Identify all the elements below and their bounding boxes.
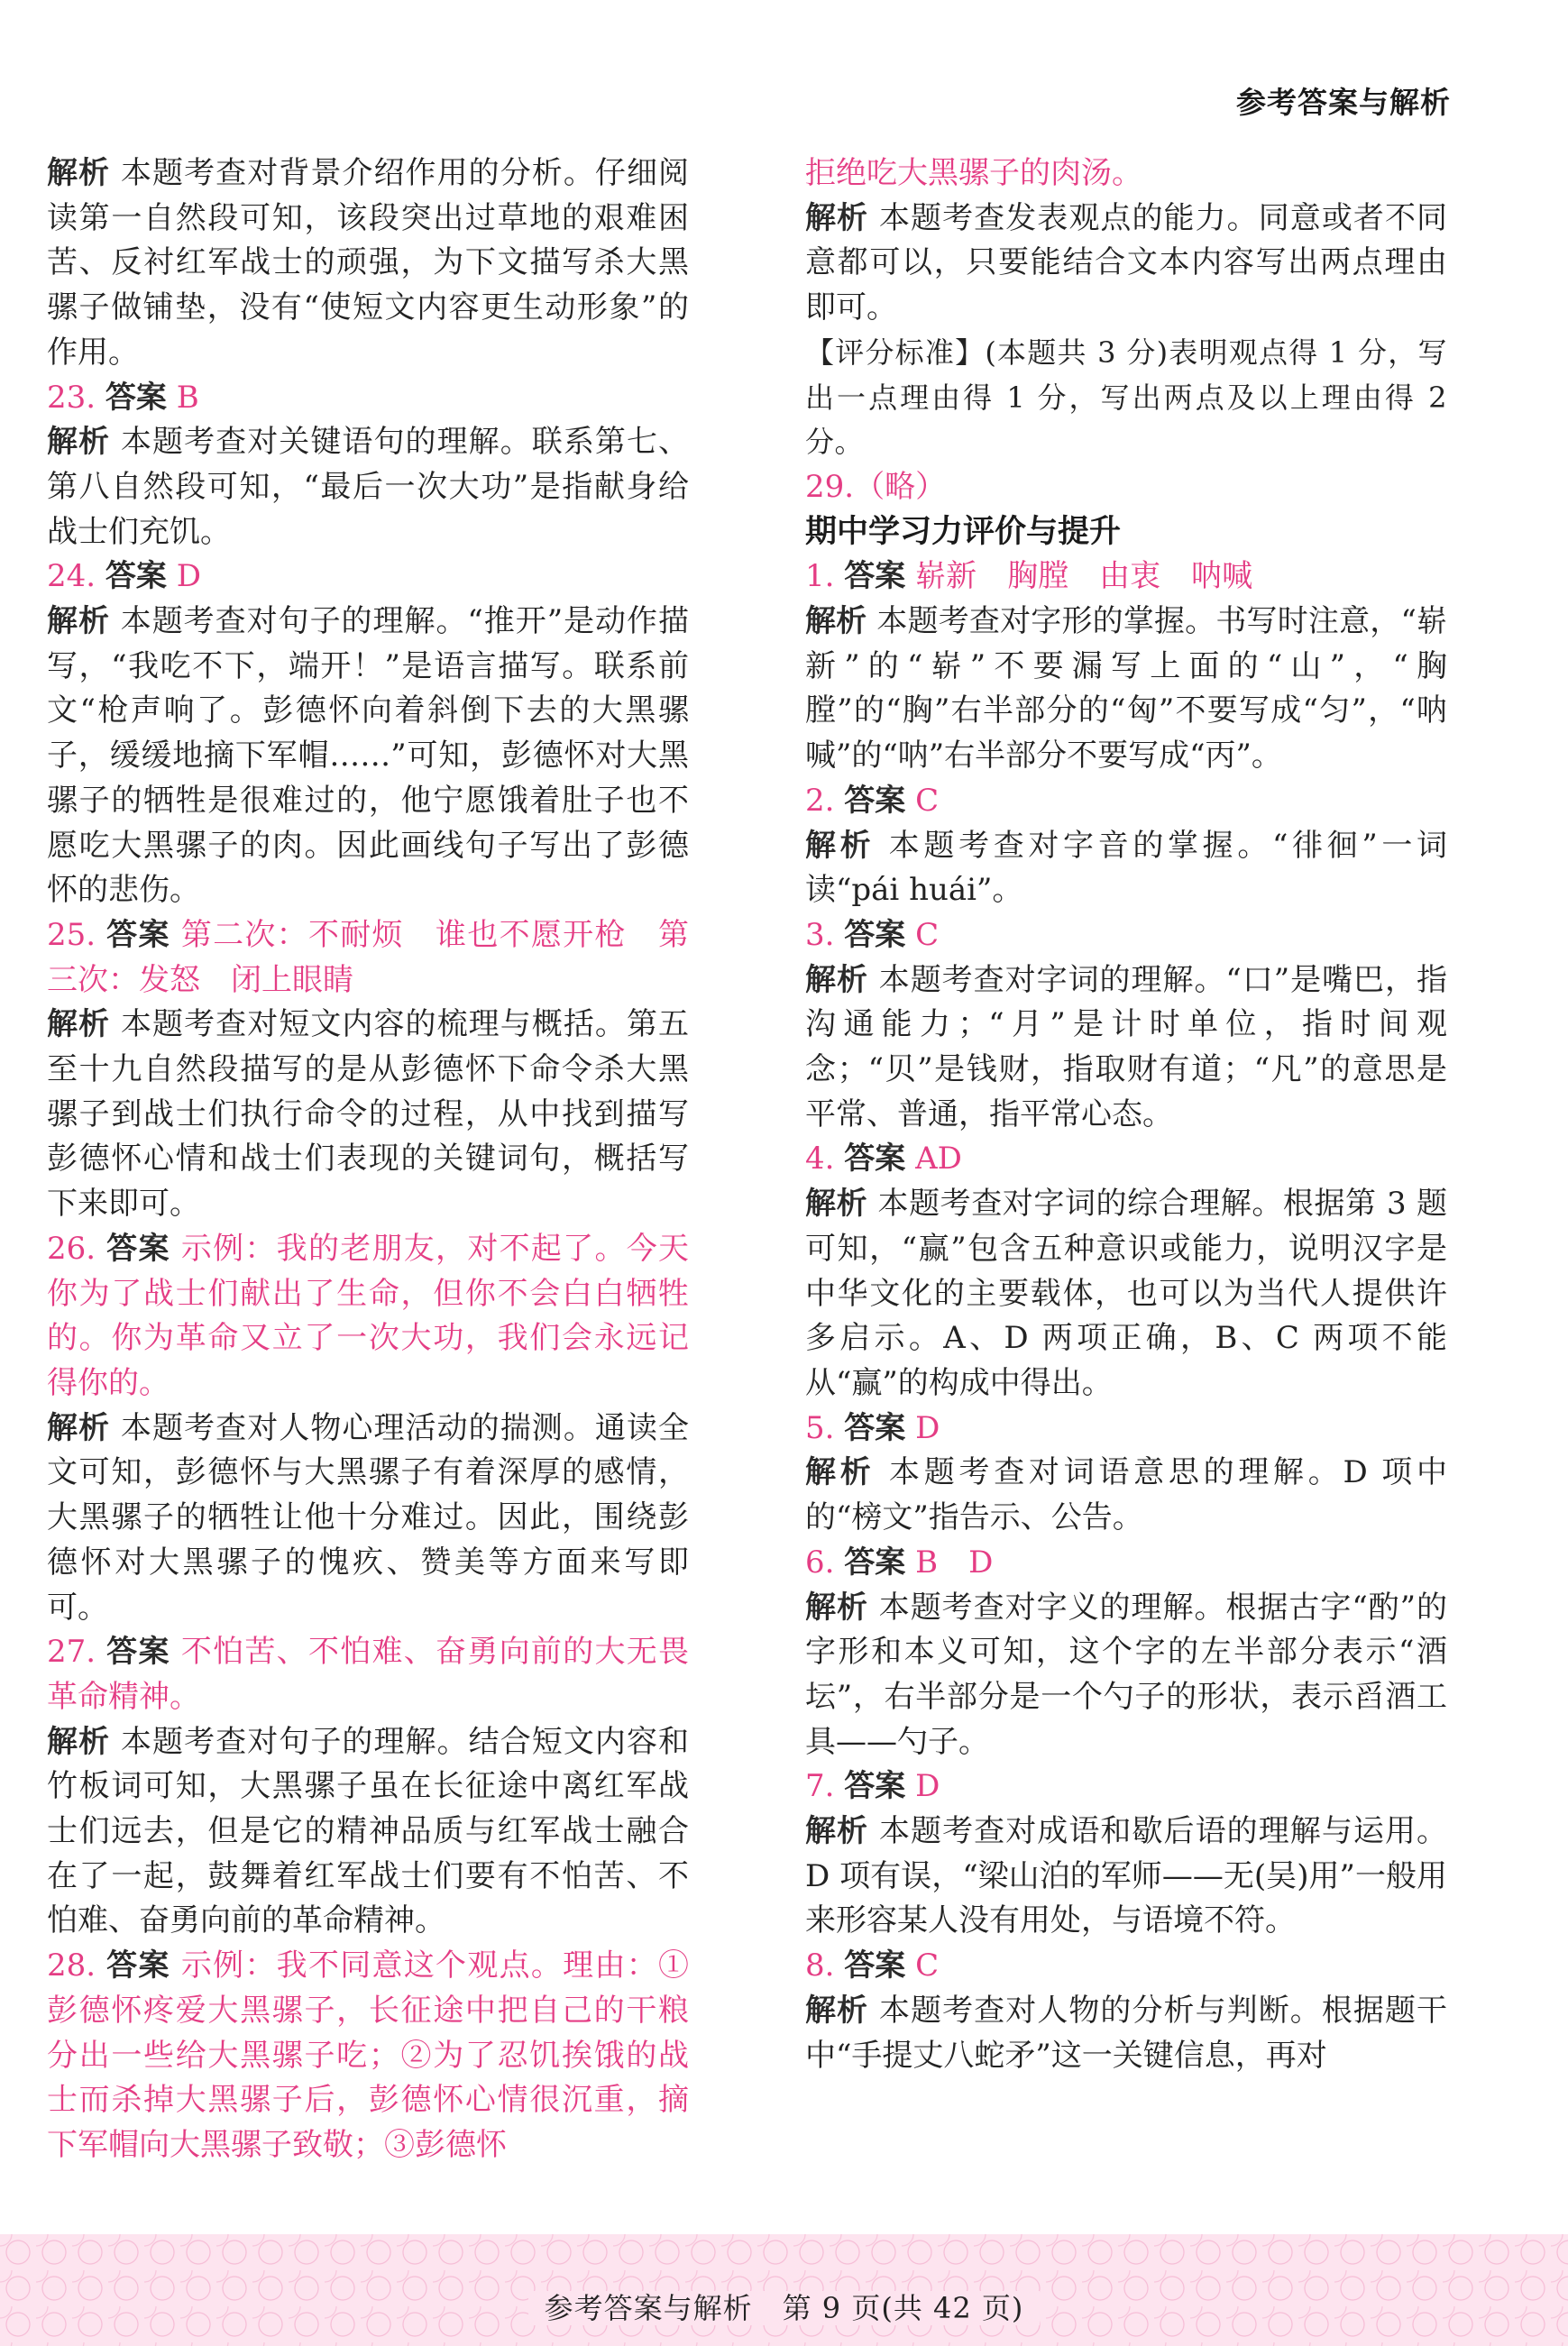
analysis-text: 本题考查对短文内容的梳理与概括。第五至十九自然段描写的是从彭德怀下命令杀大黑骡子到战士们执行命令的过程，从中找到描写彭德怀心情和战士们表现的关键词句，概括写下来即可。: [47, 1006, 690, 1223]
answer-text: B: [176, 379, 199, 416]
analysis-label: 解析: [47, 424, 111, 461]
question-number: 26.: [47, 1230, 96, 1267]
left-column: [47, 151, 689, 2168]
answer-line-2: [805, 779, 1447, 824]
analysis-text: 本题考查对字义的理解。根据古字“酌”的字形和本义可知，这个字的左半部分表示“酒坛”，右半部分是一个勺子的形状，表示舀酒工具——勺子。: [805, 1589, 1448, 1760]
question-number: 25.: [47, 916, 96, 953]
question-number: 1.: [805, 558, 835, 595]
answer-label: 答案: [106, 916, 170, 953]
answer-line-6: [805, 1541, 1447, 1586]
answer-label: 答案: [106, 1634, 170, 1671]
analysis-label: 解析: [805, 199, 869, 236]
analysis-label: 解析: [805, 1454, 876, 1491]
question-number: 8.: [805, 1947, 835, 1984]
analysis-paragraph: [805, 1182, 1447, 1407]
answer-line-1: [805, 554, 1447, 600]
question-number: 6.: [805, 1544, 835, 1581]
analysis-paragraph: [805, 1451, 1447, 1540]
analysis-paragraph: [47, 600, 689, 913]
analysis-paragraph: [805, 1810, 1447, 1944]
answer-text: 崭新 胸膛 由衷 呐喊: [915, 558, 1253, 595]
answer-continuation: 拒绝吃大黑骡子的肉汤。: [805, 155, 1142, 191]
analysis-text: 本题考查对人物的分析与判断。根据题干中“手提丈八蛇矛”这一关键信息，再对: [805, 1992, 1448, 2074]
answer-label: 答案: [105, 558, 167, 595]
analysis-text: 本题考查对字音的掌握。“徘徊”一词读“pái huái”。: [805, 827, 1448, 909]
answer-text: C: [915, 916, 940, 953]
answer-label: 答案: [844, 1768, 906, 1805]
answer-label: 答案: [106, 1230, 170, 1267]
analysis-label: 解析: [805, 1992, 869, 2029]
analysis-text: 本题考查对字词的综合理解。根据第 3 题可知，“赢”包含五种意识或能力，说明汉字是中华文化的主要载体，也可以为当代人提供许多启示。A、D 两项正确，B、C 两项不能从“赢”的构成中得出。: [805, 1186, 1448, 1401]
analysis-label: 解析: [47, 603, 110, 640]
analysis-paragraph: [805, 1989, 1447, 2078]
answer-line-4: [805, 1137, 1447, 1182]
answer-label: 答案: [844, 1409, 906, 1446]
analysis-paragraph: [805, 824, 1447, 913]
analysis-text: 本题考查对成语和歇后语的理解与运用。D 项有误，“梁山泊的军师——无(吴)用”一般用来形容某人没有用处，与语境不符。: [805, 1813, 1448, 1939]
answer-label: 答案: [844, 1141, 906, 1178]
analysis-text: 本题考查发表观点的能力。同意或者不同意都可以，只要能结合文本内容写出两点理由即可。: [805, 199, 1448, 326]
question-number: 4.: [805, 1141, 835, 1178]
page-footer: [0, 2286, 1568, 2327]
question-number: 7.: [805, 1768, 835, 1805]
answer-line-28: [47, 1944, 689, 2168]
answer-text: C: [915, 1947, 940, 1984]
footer-page-info: 参考答案与解析 第 9 页(共 42 页): [528, 2291, 1041, 2325]
answer-label: 答案: [105, 379, 167, 416]
analysis-text: 本题考查对词语意思的理解。D 项中的“榜文”指告示、公告。: [805, 1454, 1448, 1536]
analysis-paragraph: [805, 600, 1447, 779]
answer-label: 答案: [844, 782, 906, 819]
answer-line-5: [805, 1407, 1447, 1452]
answer-line-8: [805, 1944, 1447, 1989]
analysis-paragraph: [47, 1003, 689, 1227]
scoring-standard: 【评分标准】(本题共 3 分)表明观点得 1 分，写出一点理由得 1 分，写出两点及以上理由得 2 分。: [805, 334, 1447, 460]
analysis-text: 本题考查对字形的掌握。书写时注意，“崭新”的“崭”不要漏写上面的“山”，“胸膛”的“胸”右半部分的“匈”不要写成“匀”，“呐喊”的“呐”右半部分不要写成“丙”。: [805, 603, 1448, 774]
answer-label: 答案: [844, 1544, 906, 1581]
analysis-label: 解析: [805, 1589, 868, 1626]
analysis-paragraph: [805, 197, 1447, 331]
answer-line-27: [47, 1630, 689, 1719]
analysis-label: 解析: [805, 603, 867, 640]
analysis-label: 解析: [805, 827, 876, 864]
answer-line-29: 29.（略）: [805, 468, 947, 505]
answer-text: B D: [915, 1544, 994, 1581]
analysis-paragraph: [47, 1407, 689, 1631]
right-column: [805, 151, 1447, 2078]
answer-text: D: [915, 1768, 940, 1805]
answer-text: D: [176, 558, 201, 595]
answer-text: C: [915, 782, 940, 819]
question-number: 5.: [805, 1409, 835, 1446]
analysis-label: 解析: [47, 1006, 111, 1043]
answer-text: D: [915, 1409, 940, 1446]
analysis-label: 解析: [805, 1813, 869, 1850]
answer-label: 答案: [844, 1947, 906, 1984]
analysis-text: 本题考查对关键语句的理解。联系第七、第八自然段可知，“最后一次大功”是指献身给战士们充饥。: [47, 424, 690, 550]
answer-text: 示例：我的老朋友，对不起了。今天你为了战士们献出了生命，但你不会白白牺牲的。你为革命又立了一次大功，我们会永远记得你的。: [47, 1230, 690, 1401]
question-number: 24.: [47, 558, 96, 595]
analysis-text: 本题考查对句子的理解。结合短文内容和竹板词可知，大黑骡子虽在长征途中离红军战士们远去，但是它的精神品质与红军战士融合在了一起，鼓舞着红军战士们要有不怕苦、不怕难、奋勇向前的革命精神。: [47, 1723, 690, 1939]
question-number: 23.: [47, 379, 96, 416]
answer-line-3: [805, 913, 1447, 958]
question-number: 28.: [47, 1947, 96, 1984]
answer-text: 第二次：不耐烦 谁也不愿开枪 第三次：发怒 闭上眼睛: [47, 916, 690, 998]
analysis-paragraph: [805, 1586, 1447, 1765]
page-header-title: 参考答案与解析: [1236, 85, 1451, 120]
answer-line-24: [47, 554, 689, 600]
answer-line-26: [47, 1227, 689, 1407]
analysis-text: 本题考查对人物心理活动的揣测。通读全文可知，彭德怀与大黑骡子有着深厚的感情，大黑骡子的牺牲让他十分难过。因此，围绕彭德怀对大黑骡子的愧疚、赞美等方面来写即可。: [47, 1409, 690, 1626]
answer-text: 示例：我不同意这个观点。理由：①彭德怀疼爱大黑骡子，长征途中把自己的干粮分出一些给大黑骡子吃；②为了忍饥挨饿的战士而杀掉大黑骡子后，彭德怀心情很沉重，摘下军帽向大黑骡子致敬；③彭德怀: [47, 1947, 690, 2163]
answer-text: AD: [915, 1141, 962, 1178]
answer-line-7: [805, 1764, 1447, 1810]
answer-label: 答案: [844, 558, 906, 595]
section-title: 期中学习力评价与提升: [805, 513, 1122, 550]
analysis-paragraph: [47, 151, 689, 376]
analysis-label: 解析: [47, 1409, 111, 1446]
answer-label: 答案: [106, 1947, 170, 1984]
analysis-text: 本题考查对句子的理解。“推开”是动作描写，“我吃不下，端开！”是语言描写。联系前文“枪声响了。彭德怀向着斜倒下去的大黑骡子，缓缓地摘下军帽……”可知，彭德怀对大黑骡子的牺牲是很难过的，他宁愿饿着肚子也不愿吃大黑骡子的肉。因此画线句子写出了彭德怀的悲伤。: [47, 603, 690, 909]
answer-label: 答案: [844, 916, 906, 953]
analysis-text: 本题考查对背景介绍作用的分析。仔细阅读第一自然段可知，该段突出过草地的艰难困苦、反衬红军战士的顽强，为下文描写杀大黑骡子做铺垫，没有“使短文内容更生动形象”的作用。: [47, 155, 690, 371]
analysis-text: 本题考查对字词的理解。“口”是嘴巴，指沟通能力；“月”是计时单位，指时间观念；“贝”是钱财，指取财有道；“凡”的意思是平常、普通，指平常心态。: [805, 961, 1448, 1132]
answer-line-25: [47, 913, 689, 1003]
question-number: 2.: [805, 782, 835, 819]
question-number: 27.: [47, 1634, 96, 1671]
question-number: 3.: [805, 916, 835, 953]
analysis-label: 解析: [47, 155, 111, 191]
analysis-paragraph: [47, 420, 689, 554]
analysis-label: 解析: [47, 1723, 111, 1760]
answer-text: 不怕苦、不怕难、奋勇向前的大无畏革命精神。: [47, 1634, 690, 1715]
answer-line-23: [47, 376, 689, 421]
analysis-label: 解析: [805, 1186, 868, 1223]
analysis-paragraph: [47, 1720, 689, 1945]
analysis-paragraph: [805, 958, 1447, 1138]
analysis-label: 解析: [805, 961, 868, 998]
